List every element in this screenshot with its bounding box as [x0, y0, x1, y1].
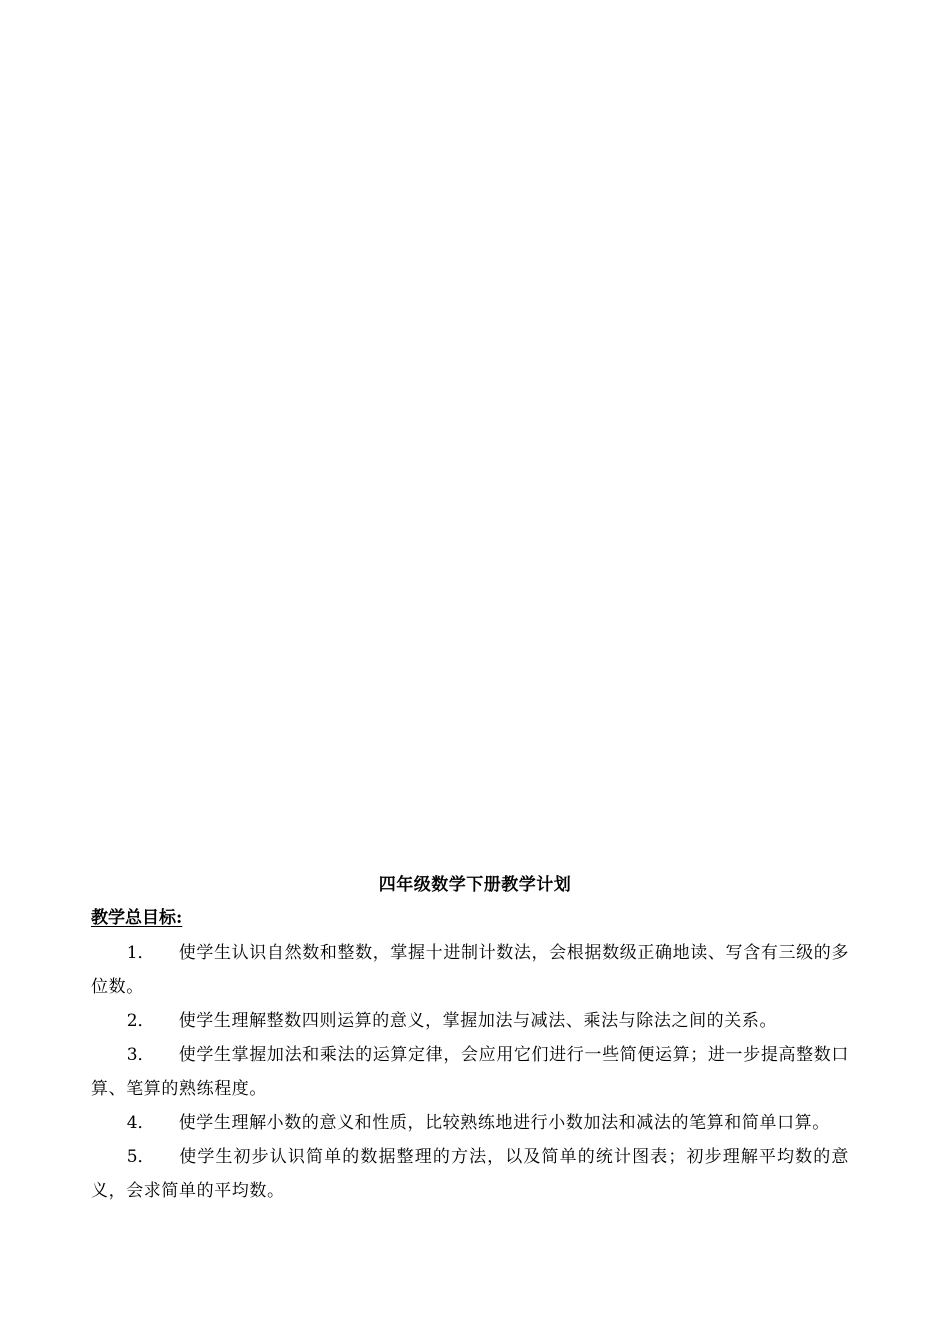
- goal-item-text: 使学生理解整数四则运算的意义，掌握加法与减法、乘法与除法之间的关系。: [178, 1011, 778, 1031]
- goal-item-number: 1．: [126, 943, 155, 963]
- goal-item: [91, 1004, 849, 1038]
- document-title: 四年级数学下册教学计划: [378, 875, 572, 895]
- goal-list: [91, 936, 849, 1208]
- goal-item-number: 3．: [126, 1045, 155, 1065]
- goal-item: [91, 1106, 849, 1140]
- goal-item: [91, 936, 849, 1004]
- goal-item-text: 使学生初步认识简单的数据整理的方法，以及简单的统计图表；初步理解平均数的意义，会求简单的平均数。: [91, 1147, 849, 1201]
- goal-item-text: 使学生掌握加法和乘法的运算定律，会应用它们进行一些简便运算；进一步提高整数口算、笔算的熟练程度。: [91, 1045, 849, 1099]
- goal-item-number: 5．: [126, 1147, 155, 1167]
- goal-item: [91, 1140, 849, 1208]
- goal-item-text: 使学生认识自然数和整数，掌握十进制计数法，会根据数级正确地读、写含有三级的多位数。: [91, 943, 849, 997]
- goal-item: [91, 1038, 849, 1106]
- goal-item-number: 2．: [126, 1011, 155, 1031]
- section-heading: 教学总目标:: [91, 908, 183, 928]
- goal-item-text: 使学生理解小数的意义和性质，比较熟练地进行小数加法和减法的笔算和简单口算。: [178, 1113, 830, 1133]
- goal-item-number: 4．: [126, 1113, 155, 1133]
